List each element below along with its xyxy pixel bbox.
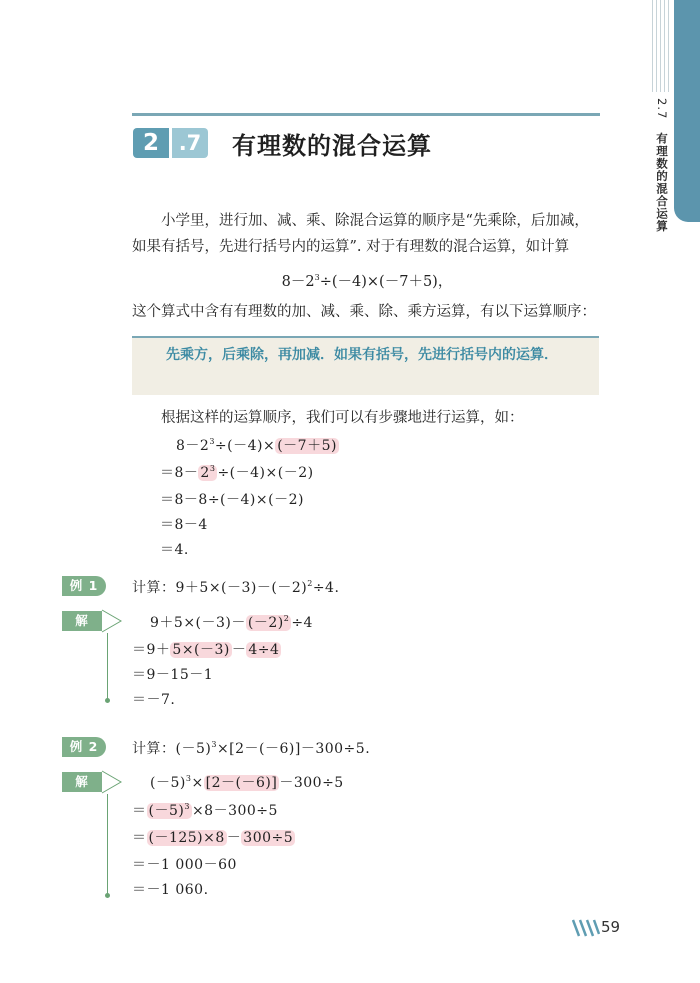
demo-step-2: $=8- 2^3 \div(-4)\times(-2)$ [160, 464, 314, 481]
section-badge [133, 128, 208, 158]
example-1-question: 计算：$9+5\times(-3)-(-2)^2\div 4$. [132, 579, 340, 596]
demo-step-3: ＝8－8÷(－4)×(－2) [160, 492, 304, 508]
example-2-solution-tag: 解 [62, 772, 102, 792]
demo-lead: 根据这样的运算顺序，我们可以有步骤地进行运算，如： [161, 410, 524, 426]
highlight: 4÷4 [248, 642, 280, 658]
highlight: 300÷5 [243, 830, 294, 846]
solution-end-dot [105, 698, 110, 703]
highlight: (－7＋5) [277, 438, 337, 454]
rule-box [132, 336, 599, 395]
highlight: [2－(－6)] [205, 775, 278, 791]
header-rule [132, 113, 600, 116]
section-number-major: 2 [133, 128, 169, 158]
rule-text: 先乘方，后乘除，再加减．如果有括号，先进行括号内的运算． [166, 347, 558, 363]
side-section-title: 有理数的混合运算 [655, 132, 669, 233]
solution-end-dot [105, 893, 110, 898]
highlight: $(-5)^3$ [148, 802, 190, 819]
highlight: $2^3$ [200, 464, 216, 481]
chapter-side-tab [674, 0, 700, 222]
page-edge-lines [652, 0, 672, 92]
example-1-step-2: ＝9＋ 5×(－3) － 4÷4 [132, 642, 280, 658]
section-number-minor: .7 [172, 128, 208, 158]
solution-line [107, 633, 108, 699]
example-1-tag: 例 1 [62, 576, 106, 596]
demo-step-1: $8-2^3\div(-4)\times (-7+5)$ [176, 437, 337, 454]
example-2-step-4: ＝－1 000－60 [132, 857, 237, 873]
solution-arrow-icon [101, 609, 127, 633]
page-number: 59 [601, 918, 621, 936]
side-running-header [651, 98, 673, 232]
example-1-solution-tag: 解 [62, 611, 102, 631]
section-title: 有理数的混合运算 [232, 132, 432, 160]
solution-arrow-icon [101, 770, 127, 794]
example-1-step-4: ＝－7. [132, 692, 176, 708]
side-section-number: 2.7 [655, 98, 669, 120]
intro-paragraph-2: 这个算式中含有有理数的加、减、乘、除、乘方运算，有以下运算顺序： [132, 304, 596, 320]
demo-step-4: ＝8－4 [160, 517, 208, 533]
intro-paragraph: 小学里，进行加、减、乘、除混合运算的顺序是“先乘除，后加减，如果有括号，先进行括号内的运算”. 对于有理数的混合运算，如计算 [132, 213, 589, 255]
example-2-step-2: ＝ $(-5)^3 \times 8-300\div 5$ [132, 802, 278, 819]
intro-formula: $8-2^3\div(-4)\times(-7+5)$， [281, 273, 453, 290]
example-2-step-5: ＝－1 060. [132, 882, 209, 898]
solution-line [107, 794, 108, 894]
example-2-tag: 例 2 [62, 737, 106, 757]
page-mark-icon [572, 918, 600, 938]
example-2-step-3: ＝ (－125)×8 － 300÷5 [132, 830, 294, 846]
example-2-step-1: $(-5)^3\times [2-(-6)] -300\div 5$ [150, 774, 344, 791]
example-1-step-1: $9+5\times(-3)- (-2)^2 \div 4$ [150, 614, 313, 631]
highlight: (－125)×8 [148, 830, 225, 846]
highlight: $(-2)^2$ [247, 614, 290, 631]
example-1-step-3: ＝9－15－1 [132, 667, 214, 683]
demo-step-5: ＝4. [160, 542, 189, 558]
example-2-question: 计算：$(-5)^3\times[2-(-6)]-300\div 5$. [132, 740, 371, 757]
highlight: 5×(－3) [172, 642, 230, 658]
